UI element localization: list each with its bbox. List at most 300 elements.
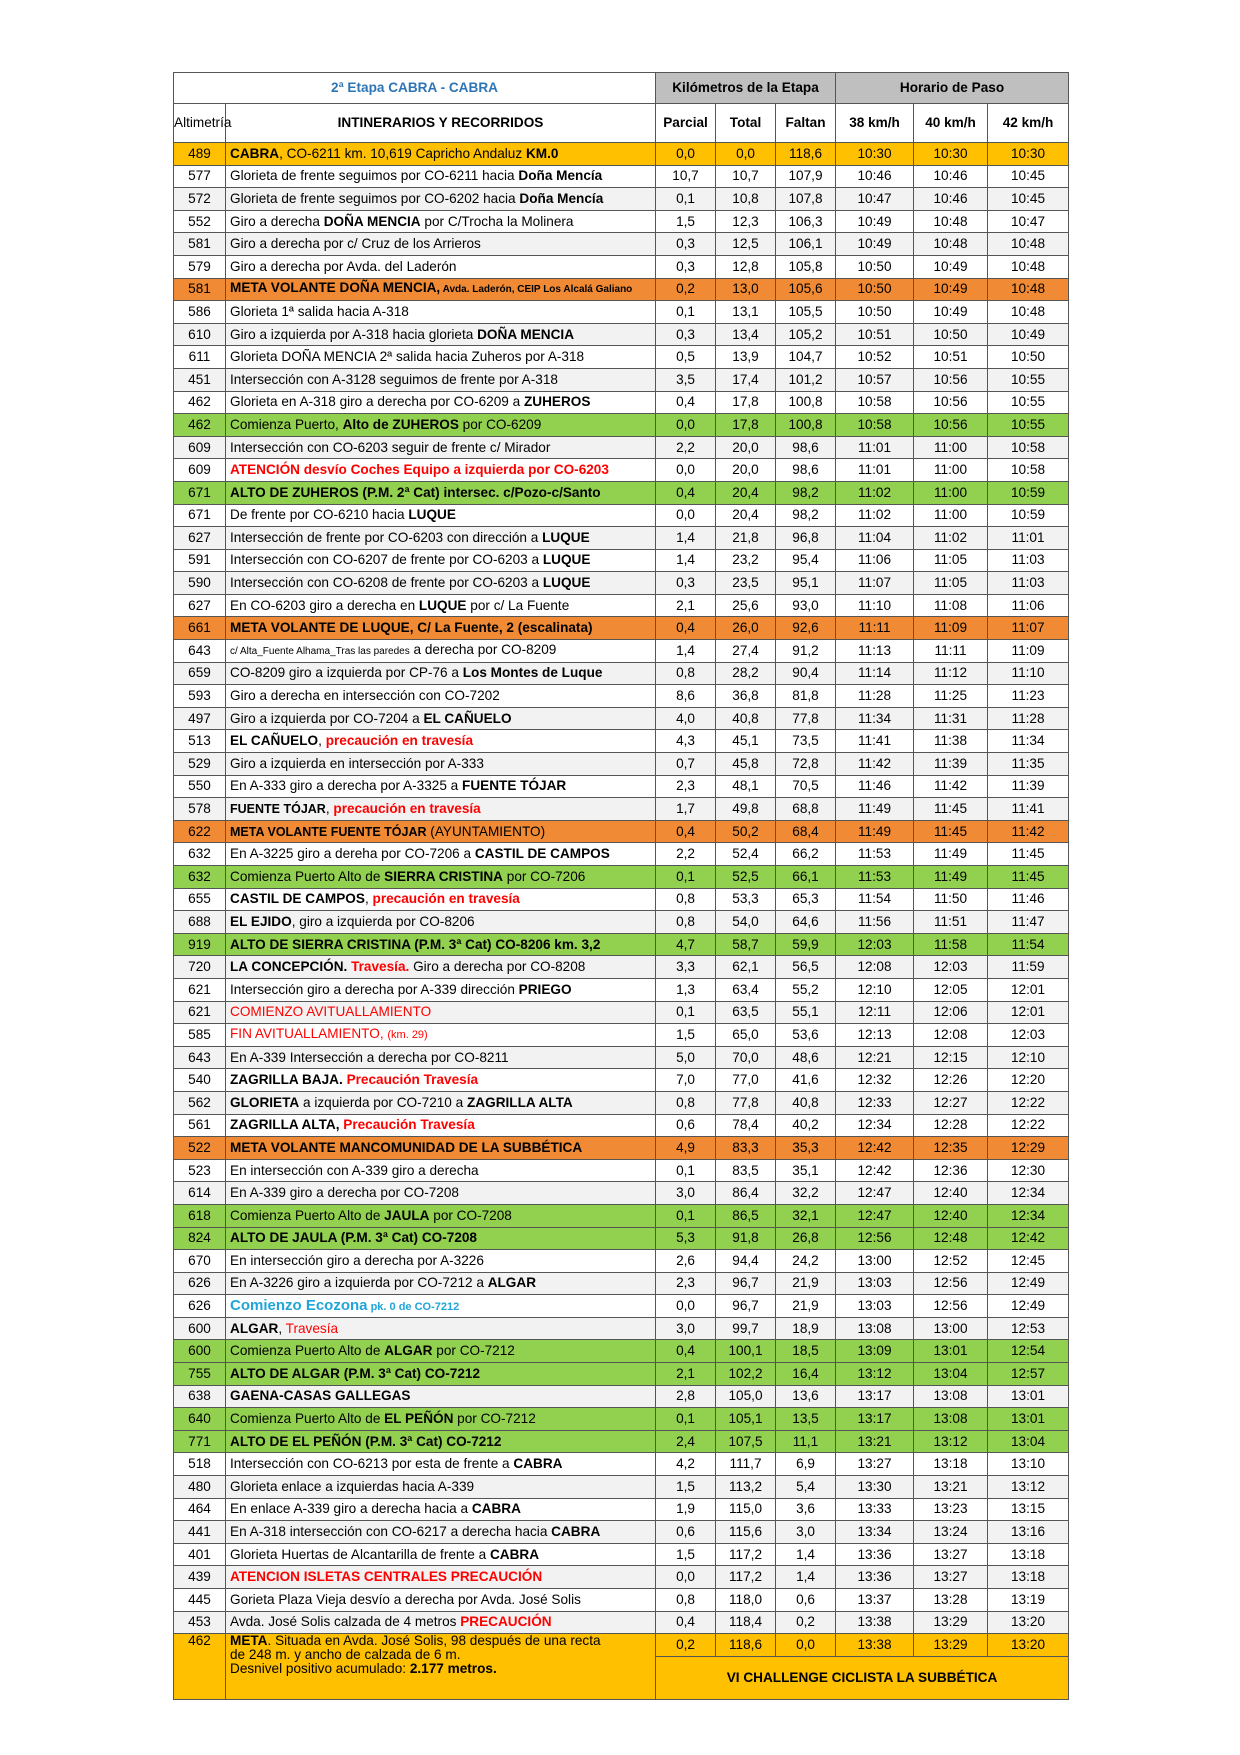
route-description bbox=[226, 504, 656, 527]
remaining-km: 18,9 bbox=[776, 1317, 836, 1340]
description-segment: a izquierda por CO-7210 a bbox=[299, 1094, 467, 1110]
time-42kmh: 13:19 bbox=[988, 1589, 1069, 1612]
description-segment: Intersección de frente por CO-6203 con dirección a bbox=[230, 529, 543, 545]
time-42kmh: 13:18 bbox=[988, 1543, 1069, 1566]
time-42kmh: 12:49 bbox=[988, 1295, 1069, 1318]
partial-km: 0,2 bbox=[656, 278, 716, 301]
time-38kmh: 11:46 bbox=[836, 775, 914, 798]
description-segment: Gorieta Plaza Vieja desvío a derecha por Avda. José Solis bbox=[230, 1591, 581, 1607]
time-42kmh: 12:34 bbox=[988, 1204, 1069, 1227]
description-segment: , CO-6211 km. 10,619 Capricho Andaluz bbox=[279, 145, 526, 161]
finish-partial: 0,2 bbox=[656, 1634, 716, 1657]
time-40kmh: 12:40 bbox=[914, 1182, 988, 1205]
total-km: 117,2 bbox=[716, 1543, 776, 1566]
remaining-km: 98,2 bbox=[776, 481, 836, 504]
route-description bbox=[226, 1543, 656, 1566]
total-km: 117,2 bbox=[716, 1566, 776, 1589]
description-segment: por c/ La Fuente bbox=[466, 597, 570, 613]
time-42kmh: 13:16 bbox=[988, 1521, 1069, 1544]
partial-km: 0,1 bbox=[656, 1204, 716, 1227]
route-description bbox=[226, 820, 656, 843]
time-38kmh: 13:08 bbox=[836, 1317, 914, 1340]
description-segment: ZAGRILLA BAJA. bbox=[230, 1072, 343, 1088]
total-km: 52,4 bbox=[716, 843, 776, 866]
time-38kmh: 13:00 bbox=[836, 1250, 914, 1273]
partial-km: 0,1 bbox=[656, 188, 716, 211]
altitude-cell: 640 bbox=[174, 1408, 226, 1431]
time-38kmh: 13:34 bbox=[836, 1521, 914, 1544]
remaining-km: 72,8 bbox=[776, 753, 836, 776]
route-row bbox=[174, 346, 1069, 369]
time-40kmh: 13:04 bbox=[914, 1363, 988, 1386]
route-row bbox=[174, 1001, 1069, 1024]
route-row bbox=[174, 1250, 1069, 1273]
route-row bbox=[174, 1182, 1069, 1205]
description-segment: Giro a derecha por c/ Cruz de los Arrieros bbox=[230, 236, 481, 252]
time-40kmh: 12:03 bbox=[914, 956, 988, 979]
time-42kmh: 12:53 bbox=[988, 1317, 1069, 1340]
description-segment: En A-339 giro a derecha por CO-7208 bbox=[230, 1185, 459, 1201]
route-row bbox=[174, 911, 1069, 934]
route-description bbox=[226, 368, 656, 391]
altitude-cell: 609 bbox=[174, 436, 226, 459]
description-segment: EL EJIDO bbox=[230, 913, 292, 929]
time-38kmh: 12:03 bbox=[836, 933, 914, 956]
time-42kmh: 10:48 bbox=[988, 301, 1069, 324]
time-38kmh: 10:52 bbox=[836, 346, 914, 369]
route-row bbox=[174, 1566, 1069, 1589]
time-40kmh: 10:56 bbox=[914, 368, 988, 391]
route-row bbox=[174, 617, 1069, 640]
time-40kmh: 10:48 bbox=[914, 233, 988, 256]
route-row bbox=[174, 143, 1069, 166]
time-42kmh: 12:57 bbox=[988, 1363, 1069, 1386]
time-38kmh: 11:13 bbox=[836, 640, 914, 663]
route-row bbox=[174, 1521, 1069, 1544]
altitude-cell: 518 bbox=[174, 1453, 226, 1476]
partial-km: 0,4 bbox=[656, 1340, 716, 1363]
time-40kmh: 11:25 bbox=[914, 685, 988, 708]
route-row bbox=[174, 572, 1069, 595]
description-segment: Intersección con CO-6213 por esta de frente a bbox=[230, 1456, 514, 1472]
altitude-cell: 586 bbox=[174, 301, 226, 324]
time-42kmh: 10:55 bbox=[988, 391, 1069, 414]
partial-km: 0,6 bbox=[656, 1521, 716, 1544]
description-segment: ZUHEROS bbox=[523, 394, 591, 410]
route-description bbox=[226, 594, 656, 617]
route-row bbox=[174, 414, 1069, 437]
time-40kmh: 11:00 bbox=[914, 459, 988, 482]
route-description bbox=[226, 549, 656, 572]
remaining-km: 66,1 bbox=[776, 866, 836, 889]
route-description bbox=[226, 436, 656, 459]
time-38kmh: 13:36 bbox=[836, 1543, 914, 1566]
time-42kmh: 12:30 bbox=[988, 1159, 1069, 1182]
description-segment: Travesía bbox=[285, 1320, 339, 1336]
route-description bbox=[226, 346, 656, 369]
altitude-cell: 579 bbox=[174, 255, 226, 278]
altitude-cell: 643 bbox=[174, 1046, 226, 1069]
time-42kmh: 11:07 bbox=[988, 617, 1069, 640]
altitude-cell: 622 bbox=[174, 820, 226, 843]
altitude-cell: 581 bbox=[174, 278, 226, 301]
time-40kmh: 13:21 bbox=[914, 1476, 988, 1499]
altitude-cell: 627 bbox=[174, 594, 226, 617]
total-km: 83,3 bbox=[716, 1137, 776, 1160]
total-km: 63,5 bbox=[716, 1001, 776, 1024]
time-42kmh: 11:45 bbox=[988, 843, 1069, 866]
remaining-km: 93,0 bbox=[776, 594, 836, 617]
altitude-cell: 610 bbox=[174, 323, 226, 346]
remaining-km: 6,9 bbox=[776, 1453, 836, 1476]
description-segment: Giro a derecha bbox=[230, 213, 324, 229]
time-40kmh: 11:42 bbox=[914, 775, 988, 798]
time-42kmh: 13:10 bbox=[988, 1453, 1069, 1476]
altitude-cell: 659 bbox=[174, 662, 226, 685]
altitude-cell: 523 bbox=[174, 1159, 226, 1182]
time-38kmh: 13:03 bbox=[836, 1295, 914, 1318]
route-row bbox=[174, 278, 1069, 301]
total-km: 25,6 bbox=[716, 594, 776, 617]
remaining-km: 55,1 bbox=[776, 1001, 836, 1024]
description-segment: Los Montes de Luque bbox=[462, 665, 603, 681]
route-row bbox=[174, 255, 1069, 278]
altitude-cell: 632 bbox=[174, 843, 226, 866]
remaining-km: 98,6 bbox=[776, 436, 836, 459]
total-km: 54,0 bbox=[716, 911, 776, 934]
time-42kmh: 12:22 bbox=[988, 1114, 1069, 1137]
route-description bbox=[226, 572, 656, 595]
time-42kmh: 11:39 bbox=[988, 775, 1069, 798]
route-description bbox=[226, 1295, 656, 1318]
description-segment: Comienza Puerto, bbox=[230, 416, 343, 432]
route-row bbox=[174, 1543, 1069, 1566]
altitude-cell: 671 bbox=[174, 481, 226, 504]
route-description bbox=[226, 1363, 656, 1386]
description-segment: ALGAR bbox=[384, 1343, 433, 1359]
total-km: 17,8 bbox=[716, 391, 776, 414]
total-km: 28,2 bbox=[716, 662, 776, 685]
description-segment: Avda. José Solis calzada de 4 metros bbox=[230, 1614, 461, 1630]
route-description bbox=[226, 459, 656, 482]
finish-line-2: de 248 m. y ancho de calzada de 6 m. bbox=[230, 1647, 461, 1663]
time-42kmh: 11:34 bbox=[988, 730, 1069, 753]
time-38kmh: 11:28 bbox=[836, 685, 914, 708]
time-38kmh: 10:50 bbox=[836, 301, 914, 324]
route-description bbox=[226, 481, 656, 504]
finish-time-40: 13:29 bbox=[914, 1634, 988, 1657]
total-km: 10,8 bbox=[716, 188, 776, 211]
time-38kmh: 12:42 bbox=[836, 1137, 914, 1160]
time-42kmh: 10:59 bbox=[988, 481, 1069, 504]
total-km: 40,8 bbox=[716, 707, 776, 730]
route-row bbox=[174, 1408, 1069, 1431]
altitude-cell: 462 bbox=[174, 391, 226, 414]
description-segment: a derecha por CO-8209 bbox=[409, 641, 557, 657]
route-row bbox=[174, 1091, 1069, 1114]
description-segment: GLORIETA bbox=[230, 1094, 300, 1110]
altitude-cell: 529 bbox=[174, 753, 226, 776]
description-segment: , bbox=[364, 891, 373, 907]
time-42kmh: 10:49 bbox=[988, 323, 1069, 346]
remaining-km: 105,5 bbox=[776, 301, 836, 324]
time-38kmh: 12:11 bbox=[836, 1001, 914, 1024]
total-km: 12,3 bbox=[716, 210, 776, 233]
description-segment: FUENTE TÓJAR bbox=[230, 802, 326, 817]
route-description bbox=[226, 1272, 656, 1295]
time-42kmh: 11:45 bbox=[988, 866, 1069, 889]
time-40kmh: 13:12 bbox=[914, 1430, 988, 1453]
altitude-cell: 562 bbox=[174, 1091, 226, 1114]
remaining-km: 95,1 bbox=[776, 572, 836, 595]
remaining-km: 21,9 bbox=[776, 1272, 836, 1295]
partial-km: 4,7 bbox=[656, 933, 716, 956]
total-km: 115,0 bbox=[716, 1498, 776, 1521]
time-38kmh: 12:56 bbox=[836, 1227, 914, 1250]
time-42kmh: 12:34 bbox=[988, 1182, 1069, 1205]
remaining-km: 105,2 bbox=[776, 323, 836, 346]
time-40kmh: 12:52 bbox=[914, 1250, 988, 1273]
time-42kmh: 10:59 bbox=[988, 504, 1069, 527]
route-row bbox=[174, 1340, 1069, 1363]
remaining-km: 5,4 bbox=[776, 1476, 836, 1499]
remaining-km: 24,2 bbox=[776, 1250, 836, 1273]
time-40kmh: 10:49 bbox=[914, 278, 988, 301]
partial-km: 3,3 bbox=[656, 956, 716, 979]
remaining-km: 55,2 bbox=[776, 978, 836, 1001]
time-42kmh: 13:12 bbox=[988, 1476, 1069, 1499]
time-40kmh: 12:40 bbox=[914, 1204, 988, 1227]
remaining-km: 56,5 bbox=[776, 956, 836, 979]
time-42kmh: 11:01 bbox=[988, 527, 1069, 550]
total-km: 105,0 bbox=[716, 1385, 776, 1408]
route-description bbox=[226, 1476, 656, 1499]
partial-km: 2,2 bbox=[656, 843, 716, 866]
route-description bbox=[226, 640, 656, 663]
altitude-cell: 627 bbox=[174, 527, 226, 550]
description-segment: ALGAR bbox=[230, 1320, 279, 1336]
time-42kmh: 12:29 bbox=[988, 1137, 1069, 1160]
description-segment: Doña Mencía bbox=[518, 168, 603, 184]
description-segment: CASTIL DE CAMPOS bbox=[230, 891, 365, 907]
altitude-cell: 671 bbox=[174, 504, 226, 527]
description-segment: CABRA bbox=[513, 1456, 563, 1472]
description-segment: , giro a izquierda por CO-8206 bbox=[291, 913, 475, 929]
route-description bbox=[226, 662, 656, 685]
partial-km: 0,8 bbox=[656, 911, 716, 934]
description-segment: CASTIL DE CAMPOS bbox=[474, 846, 610, 862]
time-38kmh: 10:30 bbox=[836, 143, 914, 166]
description-segment: Travesía. bbox=[351, 959, 410, 975]
partial-km: 0,7 bbox=[656, 753, 716, 776]
time-38kmh: 12:10 bbox=[836, 978, 914, 1001]
partial-km: 1,5 bbox=[656, 1476, 716, 1499]
remaining-km: 66,2 bbox=[776, 843, 836, 866]
route-description bbox=[226, 617, 656, 640]
finish-line-3 bbox=[230, 1662, 655, 1676]
time-40kmh: 11:12 bbox=[914, 662, 988, 685]
time-38kmh: 11:49 bbox=[836, 820, 914, 843]
altitude-cell: 919 bbox=[174, 933, 226, 956]
partial-km: 0,8 bbox=[656, 1589, 716, 1612]
route-row bbox=[174, 368, 1069, 391]
altitude-cell: 609 bbox=[174, 459, 226, 482]
description-segment: En A-3226 giro a izquierda por CO-7212 a bbox=[230, 1275, 488, 1291]
time-42kmh: 12:45 bbox=[988, 1250, 1069, 1273]
time-38kmh: 10:49 bbox=[836, 210, 914, 233]
finish-line-1 bbox=[230, 1634, 655, 1648]
route-description bbox=[226, 843, 656, 866]
finish-left: 0,0 bbox=[776, 1634, 836, 1657]
route-description bbox=[226, 1521, 656, 1544]
time-42kmh: 13:01 bbox=[988, 1408, 1069, 1431]
total-km: 45,8 bbox=[716, 753, 776, 776]
altitude-cell: 572 bbox=[174, 188, 226, 211]
time-42kmh: 11:28 bbox=[988, 707, 1069, 730]
total-km: 21,8 bbox=[716, 527, 776, 550]
time-42kmh: 12:01 bbox=[988, 1001, 1069, 1024]
altitude-cell: 550 bbox=[174, 775, 226, 798]
route-description bbox=[226, 1024, 656, 1047]
total-km: 94,4 bbox=[716, 1250, 776, 1273]
route-description bbox=[226, 1204, 656, 1227]
total-km: 65,0 bbox=[716, 1024, 776, 1047]
time-38kmh: 10:50 bbox=[836, 278, 914, 301]
remaining-km: 21,9 bbox=[776, 1295, 836, 1318]
description-segment: EL CAÑUELO bbox=[230, 733, 319, 749]
description-segment: ALTO DE SIERRA CRISTINA (P.M. 3ª Cat) CO-8206 km. 3,2 bbox=[230, 936, 601, 952]
time-40kmh: 13:23 bbox=[914, 1498, 988, 1521]
altitude-cell: 626 bbox=[174, 1272, 226, 1295]
total-km: 13,4 bbox=[716, 323, 776, 346]
route-row bbox=[174, 1204, 1069, 1227]
route-row bbox=[174, 504, 1069, 527]
remaining-km: 11,1 bbox=[776, 1430, 836, 1453]
total-km: 27,4 bbox=[716, 640, 776, 663]
route-description bbox=[226, 255, 656, 278]
time-40kmh: 11:58 bbox=[914, 933, 988, 956]
total-km: 53,3 bbox=[716, 888, 776, 911]
description-segment: Precaución Travesía bbox=[343, 1117, 475, 1133]
route-row bbox=[174, 798, 1069, 821]
time-38kmh: 10:47 bbox=[836, 188, 914, 211]
time-42kmh: 11:09 bbox=[988, 640, 1069, 663]
route-description bbox=[226, 775, 656, 798]
total-km: 52,5 bbox=[716, 866, 776, 889]
partial-km: 1,7 bbox=[656, 798, 716, 821]
description-segment: por CO-7208 bbox=[429, 1207, 512, 1223]
time-38kmh: 10:58 bbox=[836, 414, 914, 437]
partial-km: 0,1 bbox=[656, 866, 716, 889]
total-km: 83,5 bbox=[716, 1159, 776, 1182]
time-38kmh: 13:27 bbox=[836, 1453, 914, 1476]
total-km: 20,4 bbox=[716, 481, 776, 504]
route-description bbox=[226, 1566, 656, 1589]
route-row bbox=[174, 933, 1069, 956]
remaining-km: 32,2 bbox=[776, 1182, 836, 1205]
description-segment: ALGAR bbox=[487, 1275, 537, 1291]
time-38kmh: 11:56 bbox=[836, 911, 914, 934]
header-row-columns bbox=[174, 104, 1069, 143]
altitude-cell: 590 bbox=[174, 572, 226, 595]
remaining-km: 13,6 bbox=[776, 1385, 836, 1408]
altitude-cell: 522 bbox=[174, 1137, 226, 1160]
remaining-km: 0,6 bbox=[776, 1589, 836, 1612]
time-42kmh: 10:47 bbox=[988, 210, 1069, 233]
description-segment: Glorieta Huertas de Alcantarilla de frente a bbox=[230, 1546, 490, 1562]
time-42kmh: 13:01 bbox=[988, 1385, 1069, 1408]
route-row bbox=[174, 1589, 1069, 1612]
route-row bbox=[174, 1295, 1069, 1318]
altitude-cell: 480 bbox=[174, 1476, 226, 1499]
remaining-km: 16,4 bbox=[776, 1363, 836, 1386]
route-row bbox=[174, 888, 1069, 911]
total-km: 63,4 bbox=[716, 978, 776, 1001]
finish-label: META bbox=[230, 1633, 268, 1649]
remaining-km: 101,2 bbox=[776, 368, 836, 391]
time-38kmh: 11:02 bbox=[836, 481, 914, 504]
route-row bbox=[174, 843, 1069, 866]
route-description bbox=[226, 278, 656, 301]
description-segment: GAENA-CASAS GALLEGAS bbox=[230, 1388, 411, 1404]
time-40kmh: 11:05 bbox=[914, 549, 988, 572]
km-group-header: Kilómetros de la Etapa bbox=[656, 73, 836, 104]
description-segment: Comienza Puerto Alto de bbox=[230, 868, 385, 884]
route-row bbox=[174, 956, 1069, 979]
total-km: 118,0 bbox=[716, 1589, 776, 1612]
description-segment: META VOLANTE FUENTE TÓJAR bbox=[230, 824, 427, 839]
altitude-cell: 720 bbox=[174, 956, 226, 979]
altitude-cell: 632 bbox=[174, 866, 226, 889]
total-km: 115,6 bbox=[716, 1521, 776, 1544]
total-km: 62,1 bbox=[716, 956, 776, 979]
time-42kmh: 11:41 bbox=[988, 798, 1069, 821]
total-km: 86,5 bbox=[716, 1204, 776, 1227]
total-km: 13,1 bbox=[716, 301, 776, 324]
description-segment: PRIEGO bbox=[518, 981, 572, 997]
route-description bbox=[226, 1227, 656, 1250]
time-40kmh: 10:46 bbox=[914, 165, 988, 188]
altitude-cell: 401 bbox=[174, 1543, 226, 1566]
partial-km: 10,7 bbox=[656, 165, 716, 188]
route-row bbox=[174, 594, 1069, 617]
time-40kmh: 11:08 bbox=[914, 594, 988, 617]
remaining-km: 90,4 bbox=[776, 662, 836, 685]
partial-km: 0,3 bbox=[656, 233, 716, 256]
time-40kmh: 13:27 bbox=[914, 1566, 988, 1589]
total-km: 86,4 bbox=[716, 1182, 776, 1205]
altitude-cell: 462 bbox=[174, 414, 226, 437]
total-km: 36,8 bbox=[716, 685, 776, 708]
partial-km: 1,4 bbox=[656, 640, 716, 663]
time-40kmh: 11:39 bbox=[914, 753, 988, 776]
route-row bbox=[174, 301, 1069, 324]
altitude-cell: 655 bbox=[174, 888, 226, 911]
route-row bbox=[174, 1137, 1069, 1160]
route-rows bbox=[174, 143, 1069, 1634]
partial-km: 0,0 bbox=[656, 414, 716, 437]
schedule-group-header: Horario de Paso bbox=[836, 73, 1069, 104]
time-42kmh: 13:20 bbox=[988, 1611, 1069, 1634]
altitude-cell: 593 bbox=[174, 685, 226, 708]
total-km: 77,8 bbox=[716, 1091, 776, 1114]
route-row bbox=[174, 1453, 1069, 1476]
time-40kmh: 12:08 bbox=[914, 1024, 988, 1047]
altitude-cell: 441 bbox=[174, 1521, 226, 1544]
time-40kmh: 12:28 bbox=[914, 1114, 988, 1137]
route-row bbox=[174, 1046, 1069, 1069]
route-row bbox=[174, 753, 1069, 776]
